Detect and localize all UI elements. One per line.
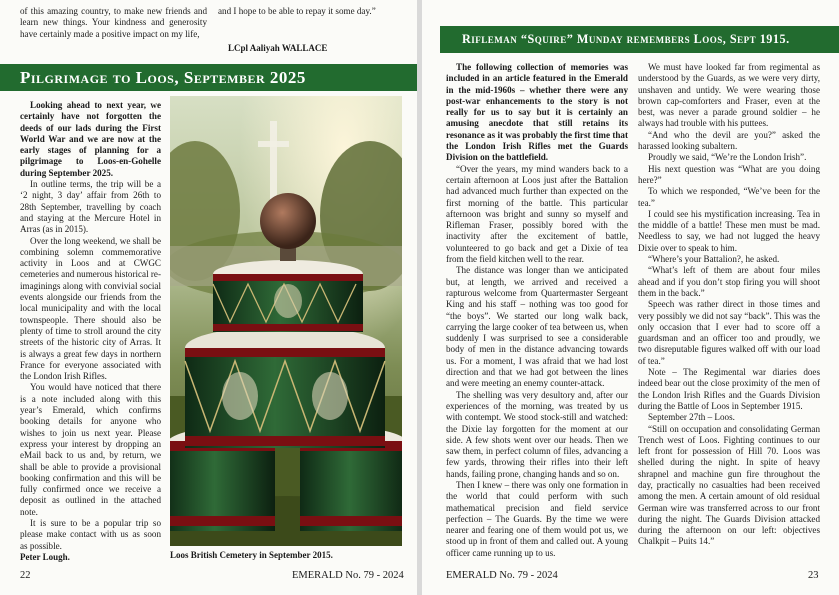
article-paragraph: “Over the years, my mind wanders back to a certain afternoon at Loos just after the Battalion had advanced much further than expected on the first morning of the battle. This particular afternoon was bright and sunny so myself and Rifleman Fraser, possibly bored with the inactivity after the excitement of battle, volunteered to go back and get a Dixie of tea from the field kitchen well to the rear.: [446, 163, 628, 265]
magazine-issue-footer: EMERALD No. 79 - 2024: [446, 570, 558, 581]
article-paragraph: Proudly we said, “We’re the London Irish”.: [648, 152, 807, 163]
previous-article-col1: [20, 6, 207, 40]
right-page: [422, 0, 839, 595]
article-intro-paragraph: The following collection of memories was included in an article featured in the Emerald in the mid-1960s – whether there were any post-war enhancements to the story is not really for us to say but it is certainly an amusing anecdote that still retains its resonance as it was probably the first time that the London Irish Rifles met the Guards Division on the battlefield.: [446, 62, 628, 163]
article-paragraph: We must have looked far from regimental as understood by the Guards, as we were very dirty, unshaven and untidy. We were wearing those brown cap-comforters and Fraser, even at the best, was never a parade ground soldier – he always had trouble with his puttees.: [638, 62, 820, 129]
magazine-issue-footer: EMERALD No. 79 - 2024: [292, 570, 404, 581]
article-paragraph: You would have noticed that there is a note included along with this year’s Emerald, which confirms booking details for anyone who wishes to join us next year. Please express your interest by dropping an eMail back to us and, by return, we shall be able to provide a provisional booking confirmation and this will be fully confirmed once we receive a deposit as outlined in the attached note.: [20, 382, 161, 517]
previous-article-signature: LCpl Aaliyah WALLACE: [228, 43, 328, 53]
article-paragraph: “Where’s your Battalion?, he asked.: [648, 254, 780, 265]
page-number: 22: [20, 570, 31, 581]
photo-caption: Loos British Cemetery in September 2015.: [170, 550, 333, 560]
article-title-banner: Rifleman “Squire” Munday remembers Loos, Sept 1915.: [440, 26, 839, 53]
article-paragraph: “What’s left of them are about four miles ahead and if you don’t stop firing you will shoot them in the back.”: [638, 265, 820, 298]
drums-cemetery-photo: [170, 96, 402, 546]
munday-article-col2: [638, 62, 820, 548]
pilgrimage-article-column: [20, 100, 161, 552]
article-paragraph: Over the long weekend, we shall be combining solemn commemorative activity in Loos and at CWGC cemeteries and numerous historical re-imaginings along with convivial social events alongside our friends from the local municipality and with the local townspeople. There should also be plenty of time to stroll around the city streets of the historic city of Arras. It is always a great few days in northern France for everyone associated with the London Irish Rifles.: [20, 235, 161, 382]
article-paragraph: His next question was “What are you doing here?”: [638, 163, 820, 185]
article-paragraph: Speech was rather direct in those times and very possibly we did not say “back”. This was the only occasion that I ever had to score off a guardsman and an officer too and proudly, we two disreputable figures walked off with our load of tea.”: [638, 299, 820, 366]
article-paragraph: I could see his mystification increasing. Tea in the middle of a battle! These men must be mad. Needless to say, we had not lugged the heavy Dixie over to speak to him.: [638, 208, 820, 253]
article-paragraph: In outline terms, the trip will be a ‘2 night, 3 day’ affair from 26th to 28th September, travelling by coach and staying at the Mercure Hotel in Arras (as in 2015).: [20, 179, 161, 235]
article-paragraph: The shelling was very desultory and, after our experiences of the morning, was treated by us with contempt. We stood stock-still and watched: the Dixie lay forgotten for the moment at our side. A few shots went over our heads. Then we saw them, in perfect column of files, advancing a few yards, throwing their rifles into their left hands, failing prone, changing hands and so on.: [446, 389, 628, 479]
article-title-banner: Pilgrimage to Loos, September 2025: [0, 64, 417, 91]
article-paragraph: It is sure to be a popular trip so please make contact with us as soon as possible.: [20, 517, 161, 551]
article-paragraph: The distance was longer than we anticipated but, at length, we arrived and received a rapturous welcome from Quartermaster Sergeant King and his staff – nothing was too good for “the boys”. We started our long walk back, carrying the large cooker of tea between us, when suddenly I was surprised to see a considerable body of men in the distance advancing towards us. For a moment, I was afraid that we had lost direction and that we had got between the lines and were meeting an enemy counter-attack.: [446, 265, 628, 389]
left-page: [0, 0, 417, 595]
munday-article-col1: [446, 62, 628, 559]
previous-article-closing: and I hope to be able to repay it some day.”: [218, 6, 376, 16]
article-paragraph: “And who the devil are you?” asked the harassed looking subaltern.: [638, 129, 820, 152]
article-note: Note – The Regimental war diaries does indeed bear out the close proximity of the men of the London Irish Rifles and the Guards Division during the Battle of Loos in September 1915.: [638, 367, 820, 411]
article-paragraph: To which we responded, “We’ve been for the tea.”: [638, 186, 820, 208]
previous-article-col2: [218, 6, 405, 17]
article-note-date: September 27th – Loos.: [648, 412, 735, 423]
article-war-diary-quote: “Still on occupation and consolidating German Trench west of Loos. Fighting continues to our left front for possession of Hill 70. Loos was shelled during the night. In spite of heavy shrapnel and machine gun fire throughout the day, practically no casualties had been received among the men. A certain amount of old residual German wire was transferred across to our front during the night. The Guards Division attacked during the afternoon on our left: objectives Chalkpit – Puits 14.”: [638, 423, 820, 547]
article-author: Peter Lough.: [20, 552, 70, 562]
article-paragraph: Then I knew – there was only one formation in the world that could perform with such mathematical precision and field service perfection – The Guards. By the time we were nearer and fearing one of them would pot us, we stood up in front of them and called out. A young officer came running up to us.: [446, 479, 628, 558]
previous-article-text: of this amazing country, to make new friends and learn new things. Your kindness and generosity have certainly made a positive impact on my life,: [20, 6, 207, 39]
page-number: 23: [808, 570, 819, 581]
article-lead-paragraph: Looking ahead to next year, we certainly have not forgotten the deeds of our lads during the First World War and we are now at the early stages of planning for a pilgrimage to Loos-en-Gohelle during September 2025.: [20, 100, 161, 178]
